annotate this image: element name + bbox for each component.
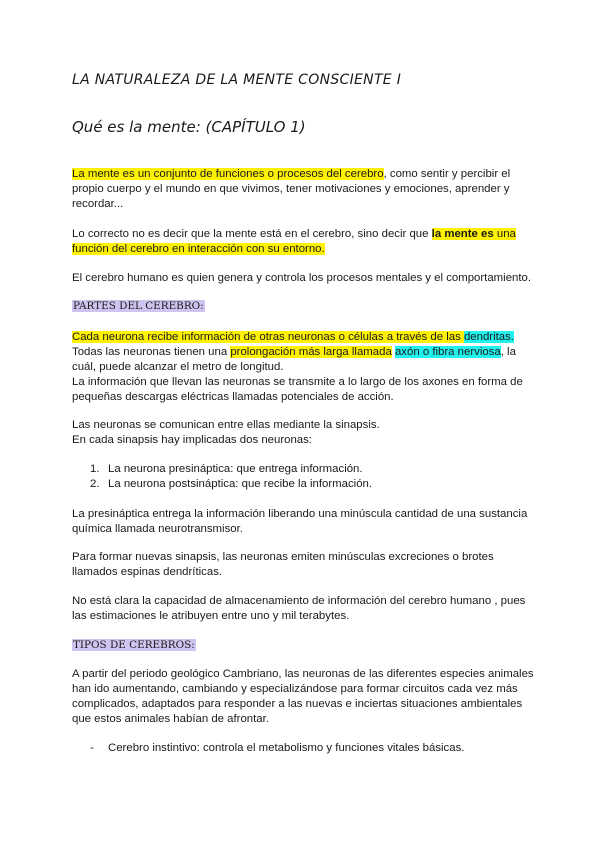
paragraph-almacenamiento: No está clara la capacidad de almacenamiento de información del cerebro humano , pues las estimaciones le atribuyen entre uno y mil terabytes.	[72, 595, 526, 622]
highlight-bold-mente: la mente es	[431, 228, 494, 240]
paragraph-neurons: Cada neurona recibe información de otras neuronas o células a través de las dendritas. Todas las neuronas tienen una prolongación más larga llamada axón o fibra nerviosa, la cuál, puede alcanzar el metro de longitud. La información que llevan las neuronas se transmite a lo largo de los axones en forma de pequeñas descargas eléctricas llamadas potenciales de acción.	[72, 331, 523, 403]
paragraph-presinaptica: La presináptica entrega la información liberando una minúscula cantidad de una sustancia química llamada neurotransmisor.	[72, 508, 528, 535]
list-item: 1. La neurona presináptica: que entrega información.	[90, 463, 363, 475]
paragraph-definition: La mente es un conjunto de funciones o procesos del cerebro, como sentir y percibir el propio cuerpo y el mundo en que vivimos, tener motivaciones y emociones, aprender y recordar...	[72, 168, 511, 210]
highlight-neurona: Cada neurona recibe información de otras neuronas o células a través de las	[72, 331, 464, 343]
paragraph-espinas: Para formar nuevas sinapsis, las neuronas emiten minúsculas excreciones o brotes llamados espinas dendríticas.	[72, 551, 494, 578]
highlight-definition: La mente es un conjunto de funciones o procesos del cerebro	[72, 168, 384, 180]
paragraph-function: Lo correcto no es decir que la mente está en el cerebro, sino decir que la mente es una función del cerebro en interacción con su entorno.	[72, 228, 516, 255]
highlight-function: función del cerebro en interacción con su entorno.	[72, 243, 325, 255]
paragraph-brain: El cerebro humano es quien genera y controla los procesos mentales y el comportamiento.	[72, 272, 532, 284]
heading-partes: PARTES DEL CEREBRO:	[73, 300, 204, 312]
list-item: 2. La neurona postsináptica: que recibe la información.	[90, 478, 373, 490]
document-title: LA NATURALEZA DE LA MENTE CONSCIENTE I	[72, 72, 402, 88]
paragraph-sinapsis: Las neuronas se comunican entre ellas mediante la sinapsis. En cada sinapsis hay implicadas dos neuronas:	[72, 419, 380, 446]
document-subtitle: Qué es la mente: (CAPÍTULO 1)	[72, 118, 306, 136]
highlight-axon: axón o fibra nerviosa	[394, 346, 501, 358]
highlight-prolongacion: prolongación más larga llamada	[230, 346, 392, 358]
bullet-item: - Cerebro instintivo: controla el metabolismo y funciones vitales básicas.	[90, 742, 465, 754]
paragraph-cambriano: A partir del periodo geológico Cambriano, las neuronas de las diferentes especies animales han ido aumentando, cambiando y especializándose para formar circuitos cada vez más complicados, adaptados para responder a las nuevas e inciertas situaciones ambientales que estos animales habían de afrontar.	[72, 668, 534, 725]
heading-tipos: TIPOS DE CEREBROS:	[73, 639, 195, 651]
highlight-dendritas: dendritas.	[463, 331, 514, 343]
